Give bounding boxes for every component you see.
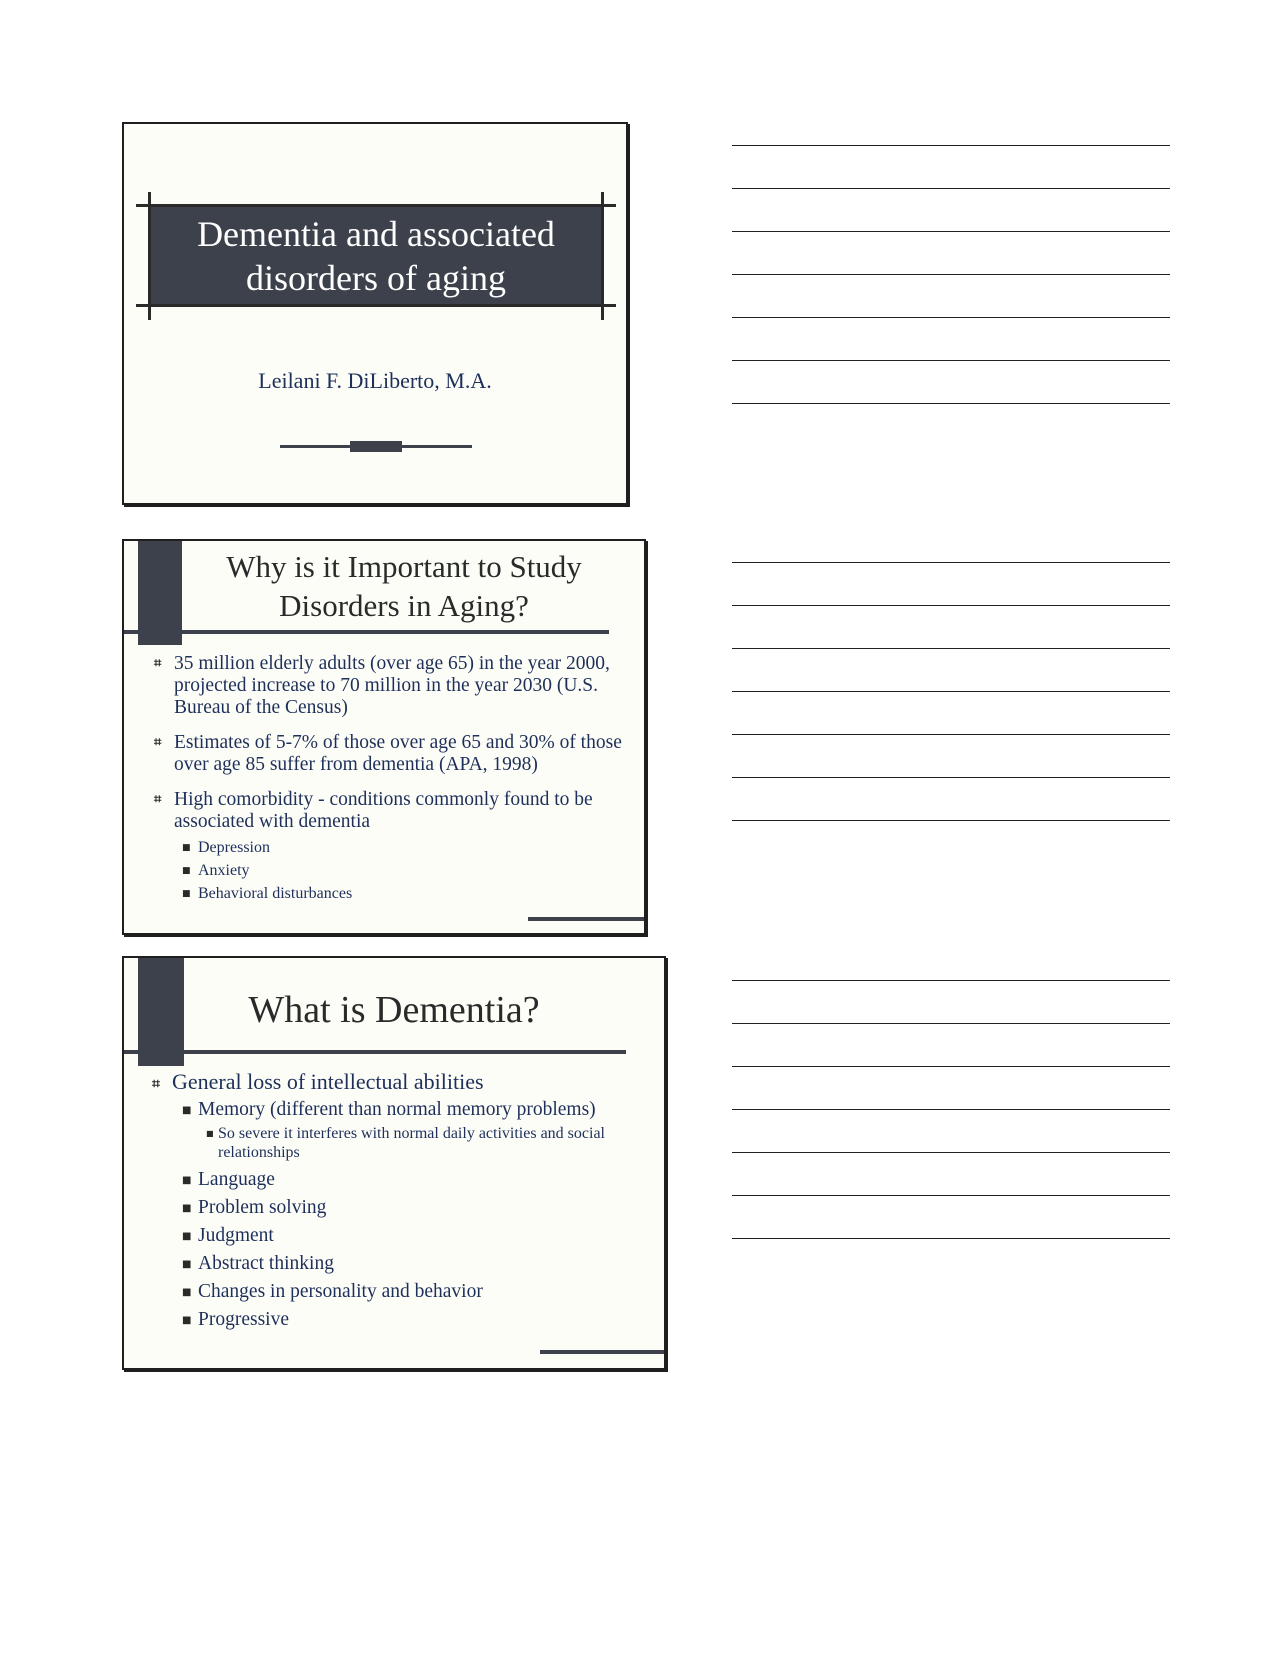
- slide-2-title-line-2: Disorders in Aging?: [279, 588, 529, 623]
- note-line: [732, 691, 1170, 692]
- note-line: [732, 231, 1170, 232]
- list-item: [182, 883, 624, 905]
- note-line: [732, 274, 1170, 275]
- bullet-text: Abstract thinking: [198, 1253, 334, 1274]
- title-frame-bottom: [136, 304, 616, 307]
- bullet-text: 35 million elderly adults (over age 65) in the year 2000, projected increase to 70 million in the year 2030 (U.S. Bureau of the Census): [174, 653, 610, 718]
- bullet-mark: ■: [182, 1259, 192, 1270]
- note-line: [732, 1066, 1170, 1067]
- bullet-mark: ⌗: [154, 735, 162, 750]
- slide-2-title: [214, 547, 594, 625]
- bullet-mark: ■: [182, 866, 191, 876]
- bullet-mark: ■: [182, 1175, 192, 1186]
- bullet-text: Problem solving: [198, 1197, 327, 1218]
- bullet-text: Depression: [198, 839, 270, 856]
- title-frame-top: [136, 204, 616, 207]
- bullet-mark: ■: [182, 1287, 192, 1298]
- title-frame-right: [601, 192, 604, 320]
- bullet-text: Changes in personality and behavior: [198, 1281, 483, 1302]
- bullet-text: Behavioral disturbances: [198, 885, 353, 902]
- bullet-mark: ■: [182, 889, 191, 899]
- bullet-text: Judgment: [198, 1225, 274, 1246]
- note-line: [732, 1152, 1170, 1153]
- note-line: [732, 605, 1170, 606]
- note-line: [732, 360, 1170, 361]
- bullet-text: Anxiety: [198, 862, 250, 879]
- slide-2-bottom-rule: [528, 917, 646, 921]
- slide-3-title-rule: [124, 1050, 626, 1054]
- note-line: [732, 648, 1170, 649]
- slide-2-bullets: [154, 653, 624, 906]
- note-line: [732, 1195, 1170, 1196]
- list-item: [182, 1280, 652, 1304]
- bullet-text: High comorbidity - conditions commonly found to be associated with dementia: [174, 789, 593, 832]
- list-item: [182, 1196, 652, 1220]
- list-item: [182, 1168, 652, 1192]
- list-item: [182, 1308, 652, 1332]
- slide-2: [122, 539, 646, 935]
- list-item: [182, 837, 624, 859]
- note-line: [732, 820, 1170, 821]
- bullet-mark: ■: [206, 1129, 214, 1138]
- list-item: [182, 1252, 652, 1276]
- slide-1-title-box: [148, 207, 604, 305]
- note-line: [732, 317, 1170, 318]
- slide-3-bullets: [152, 1068, 652, 1336]
- slide-3: [122, 956, 666, 1370]
- slide-1-author: Leilani F. DiLiberto, M.A.: [258, 368, 492, 393]
- sub-list: [182, 837, 624, 905]
- list-item: [182, 860, 624, 882]
- note-line: [732, 1023, 1170, 1024]
- bullet-mark: ■: [182, 1231, 192, 1242]
- slide-1-title-line-2: disorders of aging: [246, 258, 506, 298]
- note-line: [732, 403, 1170, 404]
- bullet-mark: ■: [182, 843, 191, 853]
- note-line: [732, 980, 1170, 981]
- bullet-text: General loss of intellectual abilities: [172, 1069, 484, 1094]
- list-item: [154, 789, 624, 905]
- slide-2-title-rule: [124, 630, 609, 634]
- title-frame-left: [148, 192, 151, 320]
- list-item: [182, 1224, 652, 1248]
- note-line: [732, 1109, 1170, 1110]
- note-line: [732, 562, 1170, 563]
- bullet-mark: ■: [182, 1203, 192, 1214]
- bullet-mark: ⌗: [152, 1076, 160, 1092]
- decorative-block: [350, 441, 402, 452]
- list-item: [206, 1124, 652, 1162]
- bullet-text: Estimates of 5-7% of those over age 65 and 30% of those over age 85 suffer from dementia (APA, 1998): [174, 732, 622, 775]
- list-item: [154, 653, 624, 719]
- note-line: [732, 777, 1170, 778]
- bullet-mark: ■: [182, 1315, 192, 1326]
- slide-3-title: What is Dementia?: [248, 989, 540, 1031]
- slide-1-title-line-1: Dementia and associated: [197, 214, 555, 254]
- bullet-text: Progressive: [198, 1309, 289, 1330]
- slide-3-bottom-rule: [540, 1350, 666, 1354]
- list-item: [182, 1098, 652, 1122]
- sub-list: [182, 1098, 652, 1332]
- bullet-mark: ■: [182, 1105, 192, 1116]
- note-line: [732, 188, 1170, 189]
- note-line: [732, 145, 1170, 146]
- slide-2-title-line-1: Why is it Important to Study: [226, 549, 582, 584]
- sub-sub-list: [206, 1124, 652, 1162]
- bullet-text: Memory (different than normal memory problems): [198, 1099, 596, 1120]
- list-item: [154, 732, 624, 776]
- bullet-text: Language: [198, 1169, 275, 1190]
- note-line: [732, 1238, 1170, 1239]
- note-line: [732, 734, 1170, 735]
- slide-1: [122, 122, 628, 505]
- list-item: [152, 1068, 652, 1096]
- bullet-mark: ⌗: [154, 792, 162, 807]
- bullet-mark: ⌗: [154, 656, 162, 671]
- bullet-text: So severe it interferes with normal daily activities and social relationships: [218, 1125, 605, 1161]
